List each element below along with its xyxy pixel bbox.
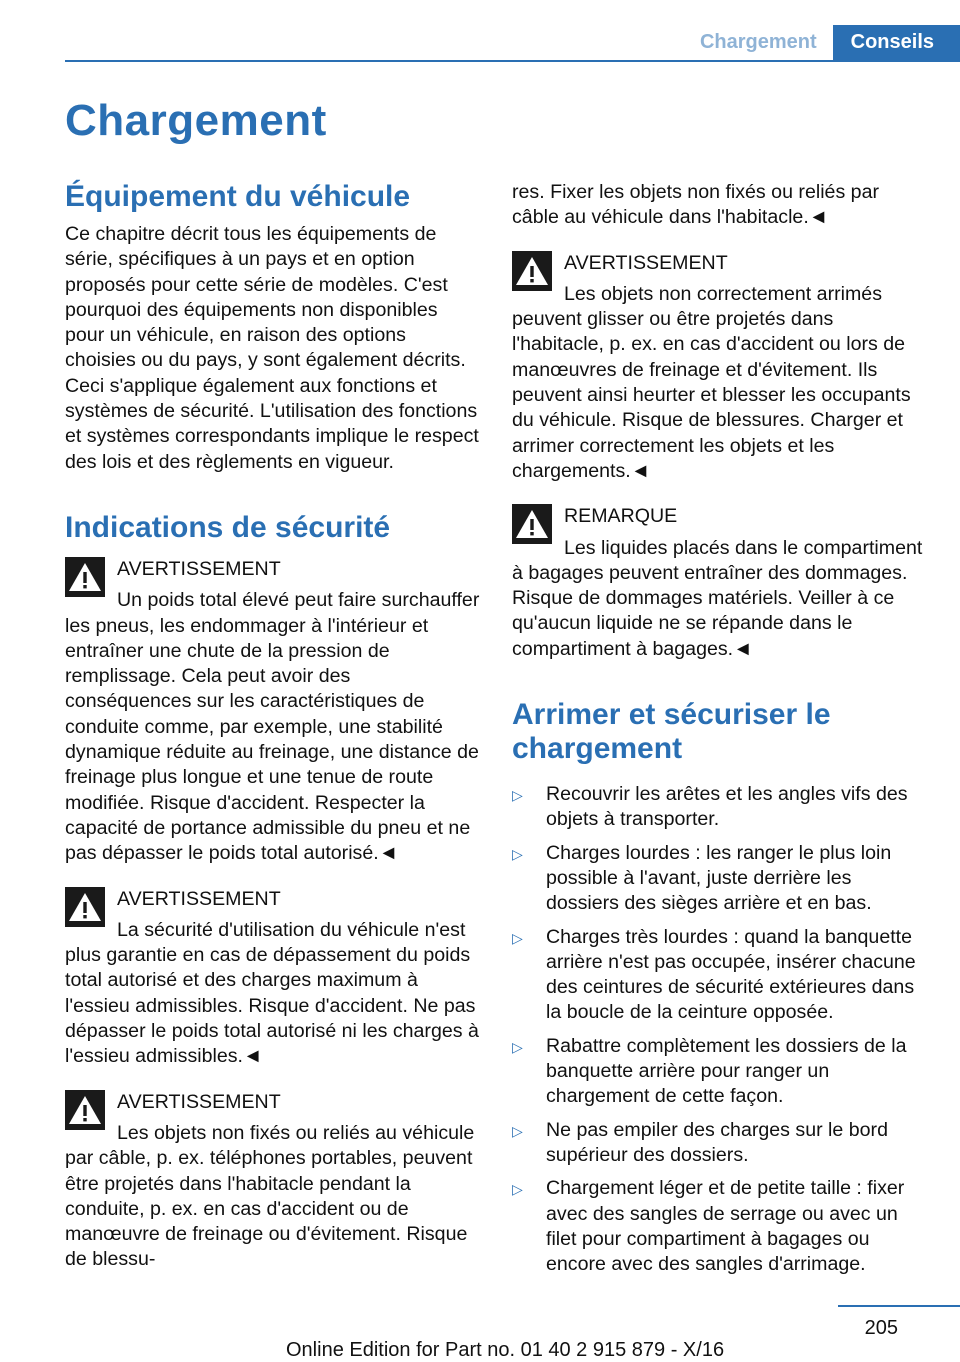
warning-label: AVERTISSEMENT <box>564 251 728 274</box>
triangle-bullet-icon: ▷ <box>512 1038 523 1055</box>
tab-conseils[interactable]: Conseils <box>833 25 960 61</box>
warning-triangle-icon <box>512 251 552 291</box>
header-divider <box>65 60 960 62</box>
warning-label: AVERTISSEMENT <box>117 557 281 580</box>
triangle-bullet-icon: ▷ <box>512 845 523 862</box>
right-column <box>512 180 928 1285</box>
warning-label: AVERTISSEMENT <box>117 1090 281 1113</box>
warning-triangle-icon <box>65 1090 105 1130</box>
warning-block <box>65 887 481 1070</box>
list-item: ▷ Charges lourdes : les ranger le plus loin possible à l'avant, juste derrière les dossiers des sièges arrière et en bas. <box>512 841 892 915</box>
bullet-list <box>512 782 928 1277</box>
left-column <box>65 180 481 1273</box>
warning-block <box>65 557 481 867</box>
warning-text: Les objets non fixés ou reliés au véhicule par câble, p. ex. téléphones portables, peuvent être projetés dans l'habitacle pendant la conduite, p. ex. en cas d'accident ou de manœuvre de freinage ou d'évitement. Risque de blessu- <box>65 1121 475 1271</box>
section-heading-equipement: Équipement du véhicule <box>65 180 411 213</box>
footer-edition-note: Online Edition for Part no. 01 40 2 915 879 - X/16 <box>286 1339 725 1361</box>
warning-triangle-icon <box>65 887 105 927</box>
triangle-bullet-icon: ▷ <box>512 1122 523 1139</box>
header-tabs <box>700 25 960 61</box>
note-block <box>512 504 928 662</box>
triangle-bullet-icon: ▷ <box>512 787 523 804</box>
warning-block <box>65 1090 481 1273</box>
warning-block <box>512 251 928 485</box>
footer-divider <box>838 1305 960 1307</box>
note-label: REMARQUE <box>564 505 678 528</box>
tab-chargement[interactable]: Chargement <box>699 31 817 53</box>
warning-label: AVERTISSEMENT <box>117 887 281 910</box>
section-heading-securite: Indications de sécurité <box>65 510 391 544</box>
warning-text: Les objets non correctement arrimés peuvent glisser ou être projetés dans l'habitacle, p. ex. en cas d'accident ou lors de manœuvres de freinage et d'évitement. Ils peuvent ainsi heurter et blesser les occupants du véhicule. Risque de blessures. Charger et arrimer correctement les objets et les chargements.◄ <box>512 282 911 482</box>
warning-triangle-icon <box>65 557 105 597</box>
warning-text: Un poids total élevé peut faire surchauffer les pneus, les endommager à l'intérieur et entraîner une chute de la pression de remplissage. Cela peut avoir des conséquences sur les caractéristiques de conduite comme, par exemple, une stabilité dynamique réduite au freinage, une distance de freinage plus longue et une tenue de route modifiée. Risque d'accident. Respecter la capacité de portance admissible du pneu et ne pas dépasser le poids total autorisé.◄ <box>65 589 480 865</box>
list-item: ▷ Rabattre complètement les dossiers de la banquette arrière pour ranger un chargement de cette façon. <box>512 1034 907 1108</box>
page-number: 205 <box>864 1317 898 1339</box>
section-text-equipement: Ce chapitre décrit tous les équipements de série, spécifiques à un pays et en option proposés pour cette série de modèles. C'est pourquoi des équipements non disponibles pour un véhicule, en raison des options choisies ou du pays, y sont également décrits. Ceci s'applique également aux fonctions et systèmes de sécurité. L'utilisation des fonctions et systèmes correspondants implique le respect des lois et des règlements en vigueur. <box>65 223 479 473</box>
list-item: ▷ Recouvrir les arêtes et les angles vifs des objets à transporter. <box>512 783 908 831</box>
continuation-text: res. Fixer les objets non fixés ou reliés par câble au véhicule dans l'habitacle.◄ <box>512 181 880 229</box>
list-item: ▷ Charges très lourdes : quand la banquette arrière n'est pas occupée, insérer chacune des ceintures de sécurité extérieures dans la boucle de la ceinture opposée. <box>512 925 916 1024</box>
triangle-bullet-icon: ▷ <box>512 1181 523 1198</box>
section-heading-arrimer: Arrimer et sécuriser le chargement <box>512 698 831 766</box>
note-text: Les liquides placés dans le compartiment à bagages peuvent entraîner des dommages. Risque de dommages matériels. Veiller à ce qu'aucun liquide ne se répande dans le compartiment à bagages.◄ <box>512 536 923 660</box>
list-item: ▷ Ne pas empiler des charges sur le bord supérieur des dossiers. <box>512 1118 888 1166</box>
triangle-bullet-icon: ▷ <box>512 929 523 946</box>
page-title: Chargement <box>65 96 327 145</box>
warning-triangle-icon <box>512 504 552 544</box>
list-item: ▷ Chargement léger et de petite taille : fixer avec des sangles de serrage ou avec un filet pour compartiment à bagages ou encore avec des sangles d'arrimage. <box>512 1177 905 1276</box>
warning-text: La sécurité d'utilisation du véhicule n'est plus garantie en cas de dépassement du poids total autorisé et des charges maximum à l'essieu admissibles. Risque d'accident. Ne pas dépasser le poids total autorisé ni les charges à l'essieu admissibles.◄ <box>65 918 479 1068</box>
